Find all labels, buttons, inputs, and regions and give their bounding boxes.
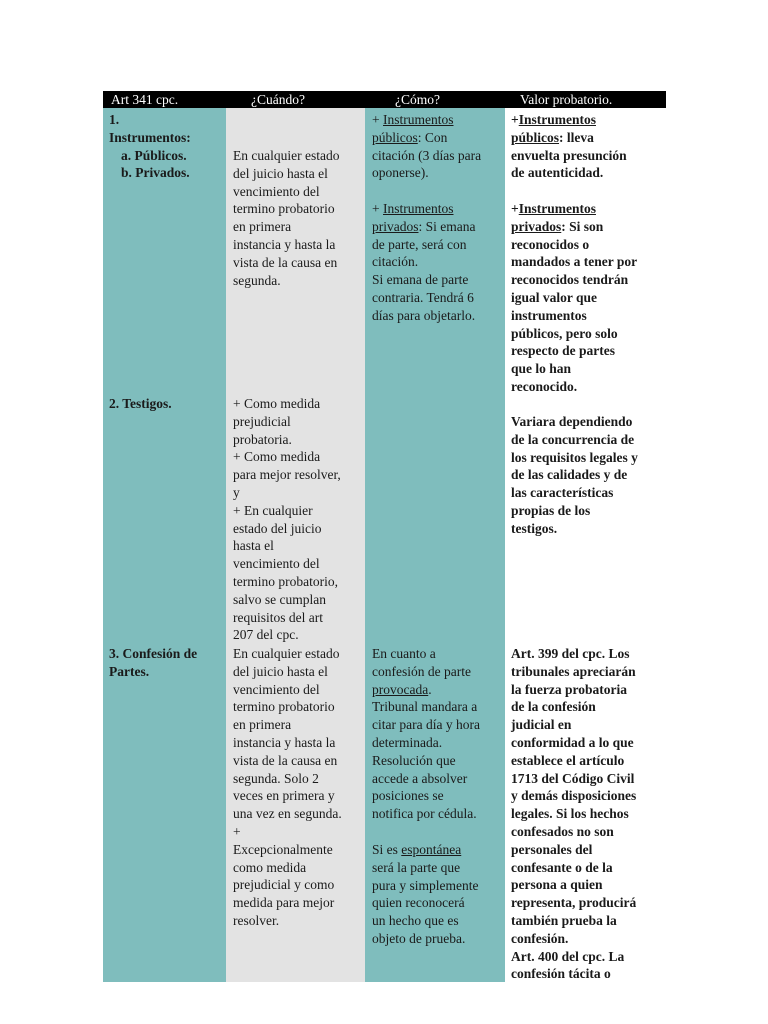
plus-text: + [511,201,519,216]
row3-valor: Art. 399 del cpc. Los tribunales apreciarán la fuerza probatoria de la confesión judicial en conformidad a lo que establece el artículo 1713 del Código Civil y demás disposiciones legales. Si los hechos confesados no son personales del confesante o de la persona a quien representa, producirá también prueba la confesión. Art. 400 del cpc. La confesión tácita o [511,646,637,982]
row1-como-publicos [372,111,502,182]
plus-text: + [372,201,383,216]
como-text: Si es [372,842,402,857]
row1-item-a: a. Públicos. [121,148,187,163]
row1-valor-privados [511,200,666,396]
plus-text: + [372,112,383,127]
row1-cuando: En cualquier estado del juicio hasta el vencimiento del termino probatorio en primera instancia y hasta la vista de la causa en segunda. [233,148,340,288]
underlined-term: Instrumentos privados [511,201,596,234]
como-text: : Con citación (3 días para oponerse). [372,129,482,181]
underlined-term: Instrumentos públicos [372,112,454,145]
underlined-term: Instrumentos privados [372,201,454,234]
header-art: Art 341 cpc. [111,92,179,107]
como-text: . Tribunal mandara a citar para día y hora determinada. Resolución que accede a absolver posiciones se notifica por cédula. [372,681,480,822]
row2-cuando: + Como medida prejudicial probatoria. + Como medida para mejor resolver, y + En cualquier estado del juicio hasta el vencimiento del termino probatorio, salvo se cumplan requisitos del art 207 del cpc. [233,396,341,643]
como-text: será la parte que pura y simplemente quien reconocerá un hecho que es objeto de prueba. [372,859,479,946]
row2-title: 2. Testigos. [109,396,172,411]
valor-text: : Si son reconocidos o mandados a tener por reconocidos tendrán igual valor que instrumentos públicos, pero solo respecto de partes que lo han reconocido. [511,218,638,394]
table-header [103,91,666,108]
row1-title: 1. Instrumentos: [109,112,191,145]
header-como: ¿Cómo? [395,92,440,107]
underlined-term: Instrumentos públicos [511,112,596,145]
underlined-term: espontánea [401,842,462,857]
plus-text: + [511,112,519,127]
row3-como-provocada [372,645,502,823]
column-medio-prueba [103,108,226,982]
row1-valor-publicos [511,111,666,182]
row3-cuando: En cualquier estado del juicio hasta el vencimiento del termino probatorio en primera instancia y hasta la vista de la causa en segunda. Solo 2 veces en primera y una vez en segunda. + Excepcionalmente como medida prejudicial y como medida para mejor resolver. [233,646,342,928]
como-text: En cuanto a confesión de parte [372,646,471,679]
row2-valor: Variara dependiendo de la concurrencia de los requisitos legales y de las calidades y de las características propias de los testigos. [511,414,638,536]
header-cuando: ¿Cuándo? [251,92,305,107]
row1-item-b: b. Privados. [121,165,190,180]
valor-text: : lleva envuelta presunción de autenticidad. [511,129,627,181]
underlined-term: provocada [372,681,429,697]
como-text: : Si emana de parte, será con citación. Si emana de parte contraria. Tendrá 6 días para objetarlo. [372,218,476,323]
row3-como-espontanea [372,841,502,948]
row3-title: 3. Confesión de Partes. [109,646,198,679]
row1-como-privados [372,200,502,325]
header-valor: Valor probatorio. [520,92,613,107]
